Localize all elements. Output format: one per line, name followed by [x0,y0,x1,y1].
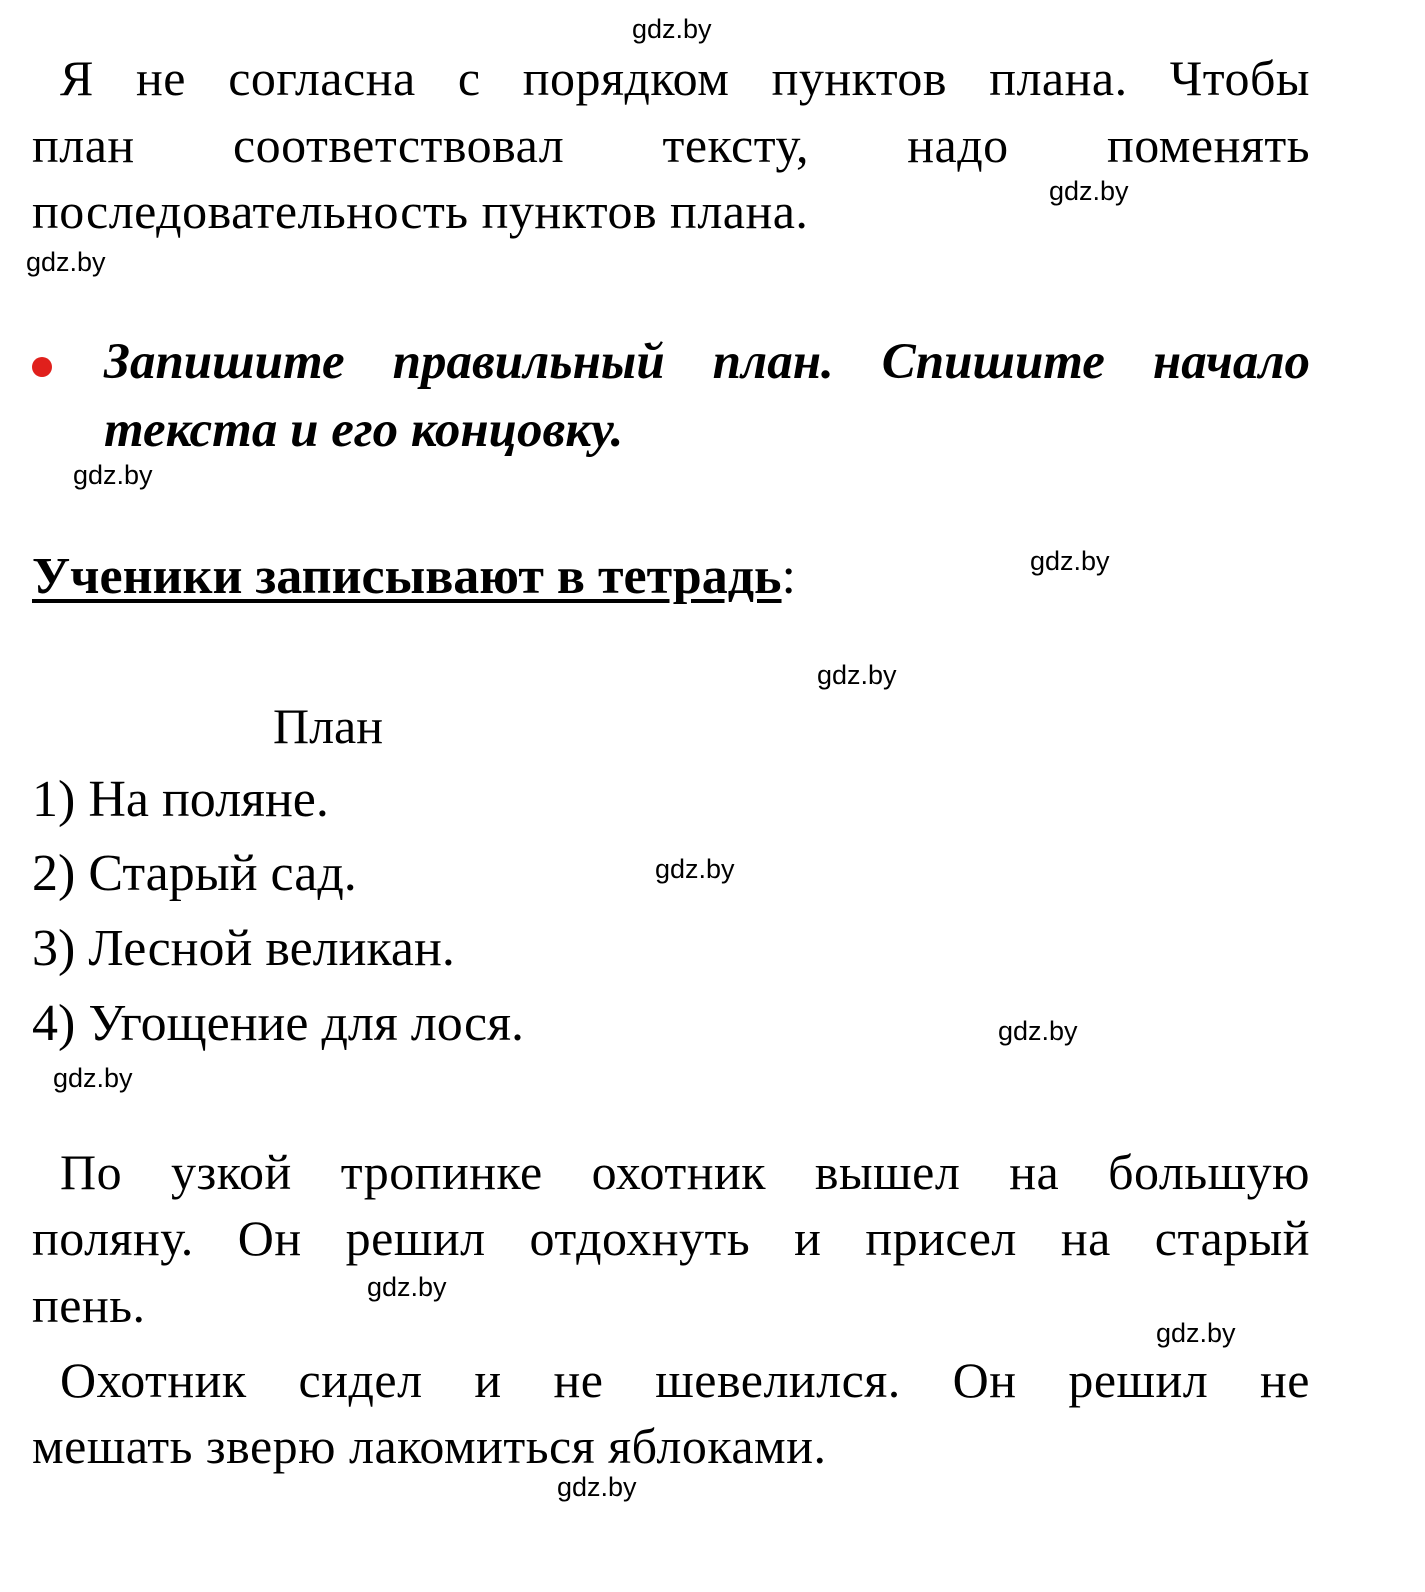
watermark: gdz.by [1156,1318,1236,1348]
plan-item-2: 2) Старый сад. [32,845,357,902]
beginning-line-2: поляну. Он решил отдохнуть и присел на старый [32,1210,1310,1266]
watermark: gdz.by [557,1472,637,1502]
ending-line-1: Охотник сидел и не шевелился. Он решил не [60,1352,1310,1408]
watermark: gdz.by [655,854,735,884]
watermark: gdz.by [817,660,897,690]
notebook-heading [32,545,796,609]
watermark: gdz.by [632,14,712,44]
plan-title: План [273,698,384,754]
watermark: gdz.by [53,1063,133,1093]
task-line-1: Запишите правильный план. Спишите начало [104,334,1310,390]
plan-item-4: 4) Угощение для лося. [32,995,525,1052]
beginning-line-1: По узкой тропинке охотник вышел на большую [60,1144,1310,1200]
watermark: gdz.by [998,1016,1078,1046]
bullet-icon [32,357,52,377]
intro-line-1: Я не согласна с порядком пунктов плана. Чтобы [60,50,1310,106]
intro-line-3: последовательность пунктов плана. [32,183,809,239]
notebook-heading-text: Ученики записывают в тетрадь [32,548,782,605]
notebook-heading-colon: : [781,548,796,605]
plan-item-3: 3) Лесной великан. [32,920,455,977]
watermark: gdz.by [73,460,153,490]
plan-item-1: 1) На поляне. [32,771,329,828]
watermark: gdz.by [1030,546,1110,576]
beginning-line-3: пень. [32,1277,146,1333]
watermark: gdz.by [367,1272,447,1302]
task-line-2: текста и его концовку. [104,402,624,458]
ending-line-2: мешать зверю лакомиться яблоками. [32,1418,827,1474]
watermark: gdz.by [1049,176,1129,206]
watermark: gdz.by [26,247,106,277]
intro-line-2: план соответствовал тексту, надо поменять [32,117,1310,173]
